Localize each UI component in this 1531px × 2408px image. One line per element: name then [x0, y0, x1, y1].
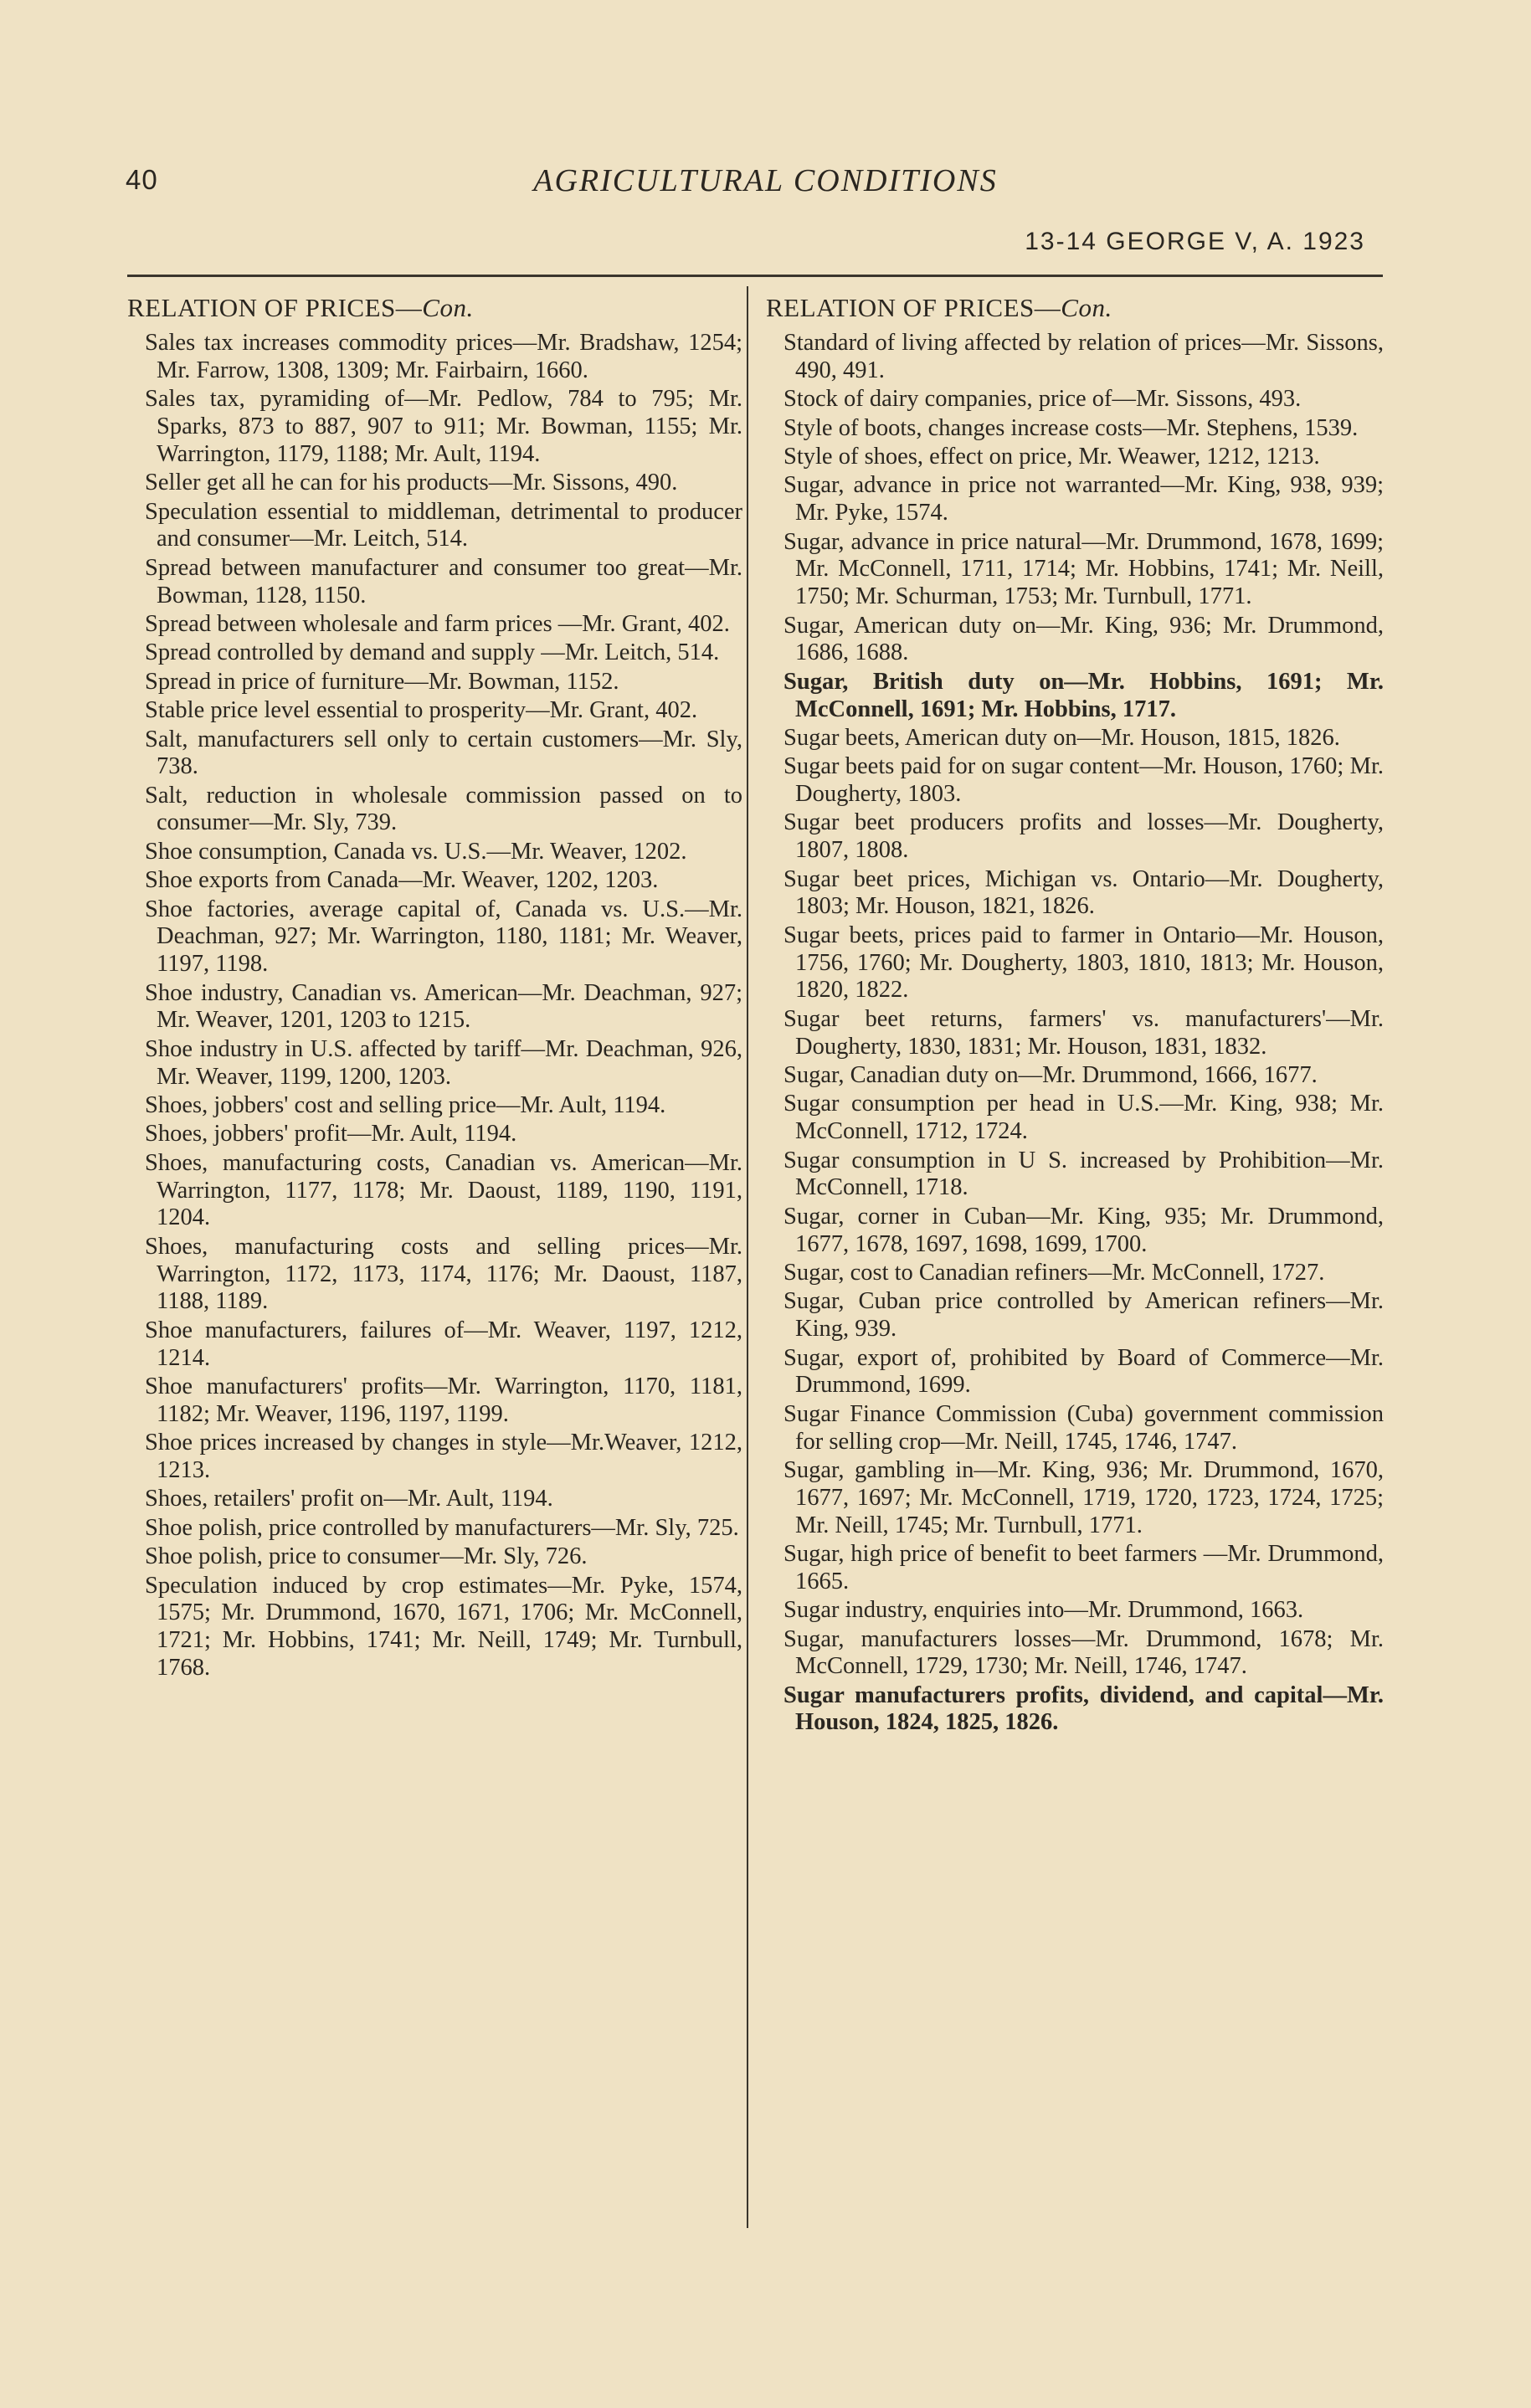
index-entry: Spread controlled by demand and supply —Mr. Leitch, 514. — [145, 639, 720, 666]
index-entry: Shoes, manufacturing costs, Canadian vs. American—Mr. Warrington, 1177, 1178; Mr. Daoust, 1189, 1190, 1191, 1204. — [145, 1149, 742, 1231]
index-entry: Sugar, Cuban price controlled by American refiners—Mr. King, 939. — [783, 1288, 1384, 1343]
session-line: 13-14 GEORGE V, A. 1923 — [1025, 228, 1365, 255]
index-entry: Sugar beet returns, farmers' vs. manufacturers'—Mr. Dougherty, 1830, 1831; Mr. Houson, 1831, 1832. — [783, 1005, 1384, 1060]
index-entry: Shoes, retailers' profit on—Mr. Ault, 1194. — [145, 1486, 553, 1512]
index-entry: Sugar, British duty on—Mr. Hobbins, 1691; Mr. McConnell, 1691; Mr. Hobbins, 1717. — [783, 668, 1384, 722]
index-entry: Sugar, cost to Canadian refiners—Mr. McConnell, 1727. — [783, 1259, 1325, 1286]
index-entry: Speculation induced by crop estimates—Mr. Pyke, 1574, 1575; Mr. Drummond, 1670, 1671, 1706; Mr. McConnell, 1721; Mr. Hobbins, 1741; Mr. Neill, 1749; Mr. Turnbull, 1768. — [145, 1572, 742, 1681]
index-entry: Sugar consumption in U S. increased by Prohibition—Mr. McConnell, 1718. — [783, 1147, 1384, 1201]
index-entry: Sugar Finance Commission (Cuba) government commission for selling crop—Mr. Neill, 1745, 1746, 1747. — [783, 1400, 1384, 1455]
header-rule — [127, 275, 1383, 277]
index-entry: Shoes, jobbers' cost and selling price—Mr. Ault, 1194. — [145, 1092, 666, 1119]
page-number: 40 — [126, 164, 158, 195]
index-entry: Standard of living affected by relation of prices—Mr. Sissons, 490, 491. — [783, 330, 1384, 383]
index-entry: Sugar, Canadian duty on—Mr. Drummond, 1666, 1677. — [783, 1062, 1318, 1089]
index-entry: Spread between wholesale and farm prices —Mr. Grant, 402. — [145, 610, 730, 637]
index-entry: Shoe factories, average capital of, Canada vs. U.S.—Mr. Deachman, 927; Mr. Warrington, 1180, 1181; Mr. Weaver, 1197, 1198. — [145, 896, 742, 978]
index-entry: Sugar beet prices, Michigan vs. Ontario—Mr. Dougherty, 1803; Mr. Houson, 1821, 1826. — [783, 865, 1384, 920]
index-entry: Sugar, advance in price natural—Mr. Drummond, 1678, 1699; Mr. McConnell, 1711, 1714; Mr. Hobbins, 1741; Mr. Neill, 1750; Mr. Schurman, 1753; Mr. Turnbull, 1771. — [783, 528, 1384, 610]
left-heading-text: RELATION OF PRICES— — [127, 293, 423, 322]
left-heading-suffix: Con. — [422, 293, 474, 322]
index-entry: Shoe exports from Canada—Mr. Weaver, 1202, 1203. — [145, 867, 659, 894]
index-entry: Shoe manufacturers, failures of—Mr. Weaver, 1197, 1212, 1214. — [145, 1317, 742, 1371]
left-column — [127, 293, 742, 1683]
index-entry: Sugar beet producers profits and losses—Mr. Dougherty, 1807, 1808. — [783, 809, 1384, 864]
index-entry: Sugar beets paid for on sugar content—Mr. Houson, 1760; Mr. Dougherty, 1803. — [783, 753, 1384, 808]
index-entry: Sugar, high price of benefit to beet farmers —Mr. Drummond, 1665. — [783, 1540, 1384, 1594]
index-entry: Sugar, American duty on—Mr. King, 936; Mr. Drummond, 1686, 1688. — [783, 612, 1384, 666]
column-divider — [747, 286, 748, 2228]
index-entry: Sugar beets, American duty on—Mr. Houson, 1815, 1826. — [783, 724, 1340, 751]
index-entry: Shoes, manufacturing costs and selling prices—Mr. Warrington, 1172, 1173, 1174, 1176; Mr. Daoust, 1187, 1188, 1189. — [145, 1233, 742, 1315]
index-entry: Sugar manufacturers profits, dividend, and capital—Mr. Houson, 1824, 1825, 1826. — [783, 1681, 1384, 1736]
index-entry: Sugar industry, enquiries into—Mr. Drummond, 1663. — [783, 1597, 1304, 1624]
index-entry: Shoe polish, price to consumer—Mr. Sly, 726. — [145, 1543, 588, 1570]
left-column-heading — [127, 293, 742, 323]
index-entry: Sugar beets, prices paid to farmer in Ontario—Mr. Houson, 1756, 1760; Mr. Dougherty, 1803, 1810, 1813; Mr. Houson, 1820, 1822. — [783, 922, 1384, 1004]
index-entry: Shoes, jobbers' profit—Mr. Ault, 1194. — [145, 1121, 517, 1148]
index-entry: Sugar consumption per head in U.S.—Mr. King, 938; Mr. McConnell, 1712, 1724. — [783, 1091, 1384, 1145]
index-entry: Shoe manufacturers' profits—Mr. Warrington, 1170, 1181, 1182; Mr. Weaver, 1196, 1197, 1199. — [145, 1373, 742, 1427]
index-entry: Shoe industry, Canadian vs. American—Mr. Deachman, 927; Mr. Weaver, 1201, 1203 to 1215. — [145, 979, 742, 1034]
index-entry: Sugar, corner in Cuban—Mr. King, 935; Mr. Drummond, 1677, 1678, 1697, 1698, 1699, 1700. — [783, 1203, 1384, 1257]
right-heading-text: RELATION OF PRICES— — [766, 293, 1061, 322]
index-entry: Sugar, advance in price not warranted—Mr. King, 938, 939; Mr. Pyke, 1574. — [783, 472, 1384, 526]
index-entry: Salt, reduction in wholesale commission passed on to consumer—Mr. Sly, 739. — [145, 782, 742, 836]
index-entry: Shoe prices increased by changes in style—Mr.Weaver, 1212, 1213. — [145, 1430, 742, 1483]
index-entry: Shoe consumption, Canada vs. U.S.—Mr. Weaver, 1202. — [145, 838, 687, 865]
index-entry: Shoe polish, price controlled by manufacturers—Mr. Sly, 725. — [145, 1514, 739, 1541]
running-title: AGRICULTURAL CONDITIONS — [533, 163, 998, 198]
index-entry: Seller get all he can for his products—Mr. Sissons, 490. — [145, 470, 678, 496]
index-entry: Spread in price of furniture—Mr. Bowman, 1152. — [145, 668, 619, 695]
right-heading-suffix: Con. — [1061, 293, 1112, 322]
right-column — [766, 293, 1384, 1738]
index-entry: Style of shoes, effect on price, Mr. Weawer, 1212, 1213. — [783, 443, 1320, 470]
index-entry: Sugar, gambling in—Mr. King, 936; Mr. Drummond, 1670, 1677, 1697; Mr. McConnell, 1719, 1720, 1723, 1724, 1725; Mr. Neill, 1745; Mr. Turnbull, 1771. — [783, 1456, 1384, 1538]
index-entry: Speculation essential to middleman, detrimental to producer and consumer—Mr. Leitch, 514. — [145, 498, 742, 552]
index-entry: Sugar, manufacturers losses—Mr. Drummond, 1678; Mr. McConnell, 1729, 1730; Mr. Neill, 1746, 1747. — [783, 1625, 1384, 1680]
right-column-heading — [766, 293, 1384, 323]
index-entry: Sales tax, pyramiding of—Mr. Pedlow, 784 to 795; Mr. Sparks, 873 to 887, 907 to 911; Mr. Bowman, 1155; Mr. Warrington, 1179, 1188; Mr. Ault, 1194. — [145, 386, 742, 467]
index-entry: Salt, manufacturers sell only to certain customers—Mr. Sly, 738. — [145, 726, 742, 780]
index-entry: Stable price level essential to prosperity—Mr. Grant, 402. — [145, 697, 698, 724]
index-entry: Spread between manufacturer and consumer too great—Mr. Bowman, 1128, 1150. — [145, 554, 742, 608]
index-entry: Sales tax increases commodity prices—Mr. Bradshaw, 1254; Mr. Farrow, 1308, 1309; Mr. Fairbairn, 1660. — [145, 330, 742, 383]
index-entry: Style of boots, changes increase costs—Mr. Stephens, 1539. — [783, 414, 1359, 441]
index-entry: Stock of dairy companies, price of—Mr. Sissons, 493. — [783, 386, 1302, 413]
index-entry: Shoe industry in U.S. affected by tariff—Mr. Deachman, 926, Mr. Weaver, 1199, 1200, 1203. — [145, 1035, 742, 1090]
index-entry: Sugar, export of, prohibited by Board of Commerce—Mr. Drummond, 1699. — [783, 1344, 1384, 1399]
